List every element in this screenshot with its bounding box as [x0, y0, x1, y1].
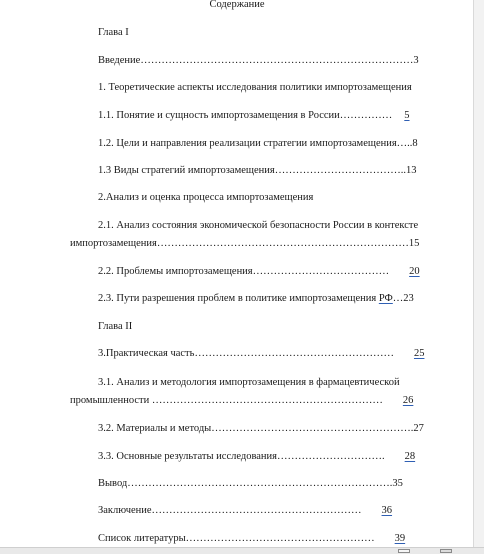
- status-bar: [0, 547, 484, 554]
- print-layout-icon[interactable]: [440, 549, 452, 553]
- toc-entry-conclusion-short: Вывод………………………………………………………………….35: [98, 478, 403, 489]
- toc-entry-2-2: 2.2. Проблемы импортозамещения………………………………… 20: [98, 266, 420, 277]
- toc-entry-1-3: 1.3 Виды стратегий импортозамещения………………………………..13: [98, 165, 417, 176]
- page-link[interactable]: 5: [404, 110, 410, 121]
- vertical-scrollbar[interactable]: [473, 0, 484, 548]
- toc-section-2: 2.Анализ и оценка процесса импортозамещения: [98, 192, 314, 203]
- toc-entry-1-2: 1.2. Цели и направления реализации стратегии импортозамещения…..8: [98, 138, 418, 149]
- toc-entry-3-1-continued: промышленности ………………………………………………………… 26: [70, 395, 414, 406]
- read-mode-icon[interactable]: [398, 549, 410, 553]
- toc-entry-3-1: 3.1. Анализ и методология импортозамещения в фармацевтической: [98, 377, 400, 388]
- page-link[interactable]: 26: [402, 395, 414, 406]
- toc-entry-conclusion: Заключение…………………………………………………… 36: [98, 505, 393, 516]
- page-link[interactable]: 20: [409, 266, 420, 277]
- toc-entry-2-1: 2.1. Анализ состояния экономической безопасности России в контексте: [98, 220, 419, 231]
- toc-entry-3-2: 3.2. Материалы и методы………………………………………………….27: [98, 423, 424, 434]
- toc-entry-2-3: 2.3. Пути разрешения проблем в политике импортозамещения РФ…23: [98, 293, 414, 304]
- page-link[interactable]: 25: [413, 348, 425, 359]
- toc-entry-references: Список литературы……………………………………………… 39: [98, 533, 406, 544]
- toc-title: Содержание: [209, 0, 265, 10]
- chapter-1-heading: Глава I: [98, 27, 129, 38]
- page-link[interactable]: 39: [394, 533, 406, 544]
- page-link[interactable]: 36: [381, 505, 393, 516]
- text-link[interactable]: РФ: [378, 293, 393, 304]
- toc-section-1: 1. Теоретические аспекты исследования политики импортозамещения: [98, 82, 412, 93]
- chapter-2-heading: Глава II: [98, 321, 133, 332]
- toc-entry-introduction: Введение……………………………………………………………………3: [98, 55, 419, 66]
- toc-entry-2-1-continued: импортозамещения………………………………………………………………15: [70, 238, 420, 249]
- toc-entry-1-1: 1.1. Понятие и сущность импортозамещения в России…………… 5: [98, 110, 410, 121]
- toc-section-3: 3.Практическая часть………………………………………………… 25: [98, 348, 425, 359]
- toc-entry-3-3: 3.3. Основные результаты исследования…………………………. 28: [98, 451, 416, 462]
- page-link[interactable]: 28: [404, 451, 416, 462]
